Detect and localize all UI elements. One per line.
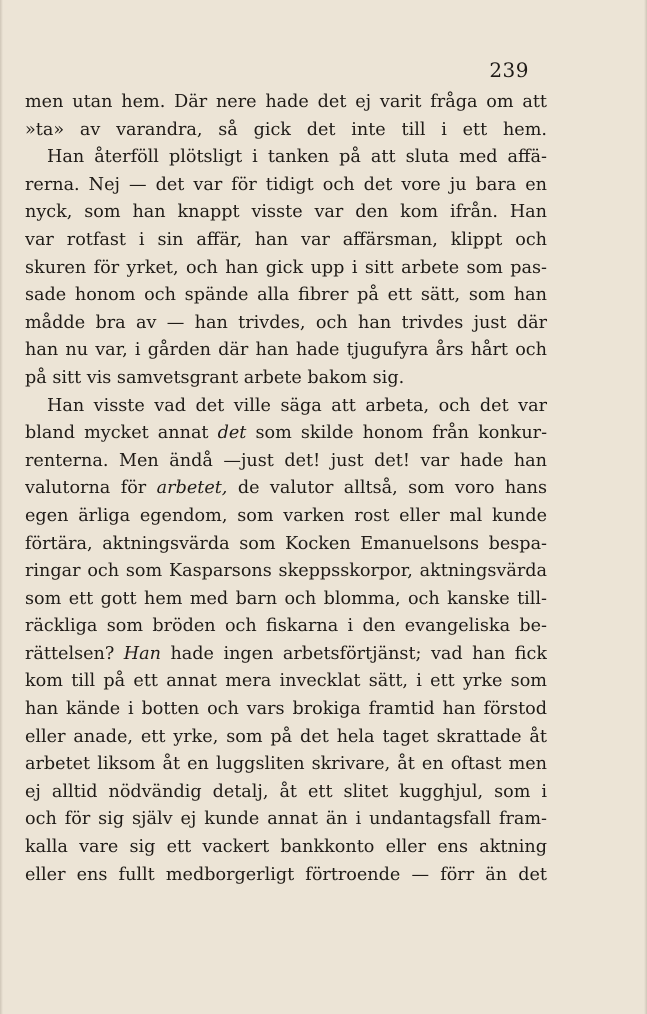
text-line: sade honom och spände alla fibrer på ett sätt, som han [25, 285, 547, 306]
text-line: rerna. Nej — det var för tidigt och det vore ju bara en [25, 174, 547, 195]
text-line [25, 420, 547, 448]
text-fragment: som skilde honom från konkur- [255, 423, 547, 444]
text-line [25, 641, 547, 669]
emphasis-det: det [217, 423, 247, 444]
text-fragment: de valutor alltså, som voro hans [237, 478, 547, 499]
page-text [25, 89, 547, 889]
text-fragment: hade ingen arbetsförtjänst; vad han fick [170, 643, 547, 664]
text-line: mådde bra av — han trivdes, och han trivdes just där [25, 312, 547, 333]
text-line: »ta» av varandra, så gick det inte till i ett hem. [25, 119, 547, 140]
text-fragment: rättelsen? [25, 643, 115, 664]
text-line: egen ärliga egendom, som varken rost eller mal kunde [25, 505, 547, 526]
text-line: han nu var, i gården där han hade tjugufyra års hårt och [25, 340, 547, 361]
text-line: eller ens fullt medborgerligt förtroende — förr än det [25, 864, 547, 885]
text-line: skuren för yrket, och han gick upp i sitt arbete som pas- [25, 257, 547, 278]
text-line: ej alltid nödvändig detalj, åt ett slitet kugghjul, som i [25, 781, 547, 802]
text-line: på sitt vis samvetsgrant arbete bakom sig. [25, 367, 405, 388]
text-line: ringar och som Kasparsons skeppsskorpor, aktningsvärda [25, 561, 547, 582]
page-left-edge [0, 0, 3, 1014]
text-line: var rotfast i sin affär, han var affärsman, klippt och [25, 229, 547, 250]
page-number: 239 [489, 58, 529, 82]
text-fragment: bland mycket annat [25, 423, 209, 444]
text-line: Han återföll plötsligt i tanken på att sluta med affä- [47, 147, 547, 168]
emphasis-arbetet: arbetet, [156, 478, 228, 499]
text-line [25, 475, 547, 503]
text-line: eller anade, ett yrke, som på det hela taget skrattade åt [25, 726, 547, 747]
text-line: nyck, som han knappt visste var den kom ifrån. Han [25, 202, 547, 223]
text-line: arbetet liksom åt en luggsliten skrivare, åt en oftast men [25, 754, 547, 775]
text-line: Han visste vad det ville säga att arbeta, och det var [47, 395, 547, 416]
text-line: han kände i botten och vars brokiga framtid han förstod [25, 699, 547, 720]
text-line: som ett gott hem med barn och blomma, och kanske till- [25, 588, 547, 609]
text-line: men utan hem. Där nere hade det ej varit fråga om att [25, 92, 547, 112]
text-line: räckliga som bröden och fiskarna i den evangeliska be- [25, 616, 547, 637]
text-line: och för sig själv ej kunde annat än i undantagsfall fram- [25, 809, 547, 830]
text-line: kalla vare sig ett vackert bankkonto eller ens aktning [25, 837, 547, 858]
text-line: förtära, aktningsvärda som Kocken Emanuelsons bespa- [25, 533, 547, 554]
text-fragment: valutorna för [25, 478, 147, 499]
emphasis-han: Han [123, 643, 161, 664]
text-line: renterna. Men ändå —just det! just det! var hade han [25, 450, 547, 471]
text-line: kom till på ett annat mera invecklat sätt, i ett yrke som [25, 671, 547, 692]
